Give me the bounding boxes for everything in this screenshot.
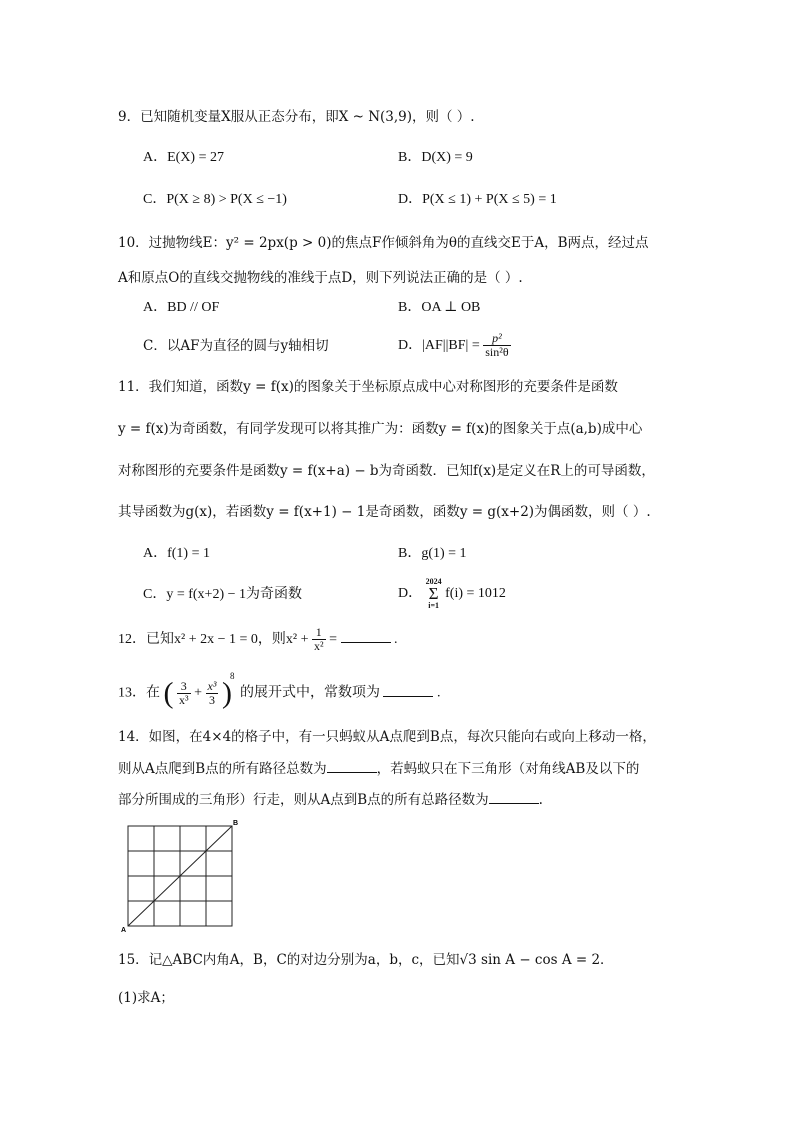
q13-answer-blank[interactable] — [383, 682, 433, 697]
q11-option-d-rest: f(i) = 1012 — [445, 586, 506, 601]
q11-option-d-prefix: D． — [398, 586, 423, 601]
q14-line3 — [118, 789, 543, 810]
q13-exponent: 8 — [229, 671, 235, 681]
q10-option-d — [398, 328, 511, 364]
q9-option-b: B．D(X) = 9 — [398, 150, 473, 165]
q10-option-d-denominator: sin²θ — [485, 345, 509, 360]
q13-fraction-2-denominator: 3 — [208, 692, 215, 707]
q13-fraction-2 — [206, 680, 219, 707]
q11-option-d — [398, 576, 506, 612]
q15-stem: 15．记△ABC内角A，B，C的对边分别为a，b，c，已知√3 sin A − cos A = 2． — [118, 952, 614, 968]
q13-fraction-2-numerator: x³ — [207, 678, 217, 693]
q13-stem — [118, 668, 440, 714]
q13-fraction-1 — [177, 680, 191, 707]
q14-line3-a: 部分所围成的三角形）行走，则从A点到B点的所有总路径数为 — [118, 792, 489, 808]
q10-option-a: A．BD // OF — [143, 300, 220, 315]
q13-suffix: 的展开式中，常数项为 — [239, 685, 380, 701]
q10-option-b: B．OA ⊥ OB — [398, 300, 481, 315]
q14-line2 — [118, 758, 639, 779]
q9-option-c: C．P(X ≥ 8) > P(X ≤ −1) — [143, 192, 287, 207]
point-b-label: B — [233, 820, 239, 827]
q14-line3-b: . — [538, 792, 543, 808]
q10-option-d-prefix: D．|AF||BF| = — [398, 338, 480, 353]
q12-fraction — [312, 626, 326, 653]
q12-equals: = — [329, 632, 337, 647]
q14-line2-b: ，若蚂蚁只在下三角形（对角线AB及以下的 — [376, 761, 640, 777]
q14-answer-blank-2[interactable] — [489, 789, 539, 804]
q9-option-a: A．E(X) = 27 — [143, 150, 224, 165]
q14-line1: 14．如图，在4×4的格子中，有一只蚂蚁从A点爬到B点，每次只能向右或向上移动一格， — [118, 729, 656, 745]
q9-stem: 9．已知随机变量X服从正态分布，即X ~ N(3,9)，则（ ）. — [118, 109, 475, 125]
q11-line4: 其导函数为g(x)，若函数y = f(x+1) − 1是奇函数，函数y = g(x+2)为偶函数，则（ ）. — [118, 504, 651, 520]
q12-numerator: 1 — [312, 626, 326, 640]
q12-denominator: x² — [313, 639, 324, 654]
q13-prefix: 13．在 — [118, 685, 160, 701]
q10-option-c: C．以AF为直径的圆与y轴相切 — [143, 338, 329, 354]
q9-option-d: D．P(X ≤ 1) + P(X ≤ 5) = 1 — [398, 192, 557, 207]
q12-answer-blank[interactable] — [341, 628, 391, 643]
grid-figure — [118, 818, 242, 934]
q10-option-d-fraction — [483, 332, 510, 359]
q10-stem-line1: 10．过抛物线E：y² = 2px(p > 0)的焦点F作倾斜角为θ的直线交E于A，B两点，经过点 — [118, 235, 649, 251]
q12-period: . — [394, 632, 398, 647]
q13-plus: + — [194, 685, 203, 701]
q13-period: . — [436, 685, 441, 701]
q11-line3: 对称图形的充要条件是函数y = f(x+a) − b为奇函数．已知f(x)是定义在R上的可导函数， — [118, 463, 655, 479]
q11-line2: y = f(x)为奇函数，有同学发现可以将其推广为：函数y = f(x)的图象关于点(a,b)成中心 — [118, 421, 643, 437]
q11-line1: 11．我们知道，函数y = f(x)的图象关于坐标原点成中心对称图形的充要条件是函数 — [118, 379, 618, 395]
q10-stem-line2: A和原点O的直线交抛物线的准线于点D，则下列说法正确的是（ ）. — [118, 270, 523, 286]
q11-option-d-lower-limit: i=1 — [428, 601, 440, 611]
q13-left-paren: ( — [163, 676, 174, 710]
q14-answer-blank-1[interactable] — [327, 758, 377, 773]
point-a-label: A — [121, 927, 127, 934]
q11-option-d-upper-limit: 2024 — [425, 577, 442, 587]
q12-prefix: 12．已知x² + 2x − 1 = 0，则x² + — [118, 632, 309, 647]
q10-option-d-numerator: p² — [483, 332, 510, 346]
q13-fraction-1-numerator: 3 — [177, 680, 191, 694]
q11-option-b: B．g(1) = 1 — [398, 546, 467, 561]
q15-part1: (1)求A； — [118, 990, 174, 1006]
q13-fraction-1-denominator: x³ — [179, 692, 189, 707]
q11-option-d-summation — [426, 577, 442, 610]
q12-stem — [118, 623, 398, 657]
q11-option-d-sigma: Σ — [428, 584, 439, 604]
q14-line2-a: 则从A点爬到B点的所有路径总数为 — [118, 761, 327, 777]
q11-option-a: A．f(1) = 1 — [143, 546, 210, 561]
q11-option-c: C．y = f(x+2) − 1为奇函数 — [143, 587, 303, 602]
q13-right-paren: ) — [221, 676, 232, 710]
